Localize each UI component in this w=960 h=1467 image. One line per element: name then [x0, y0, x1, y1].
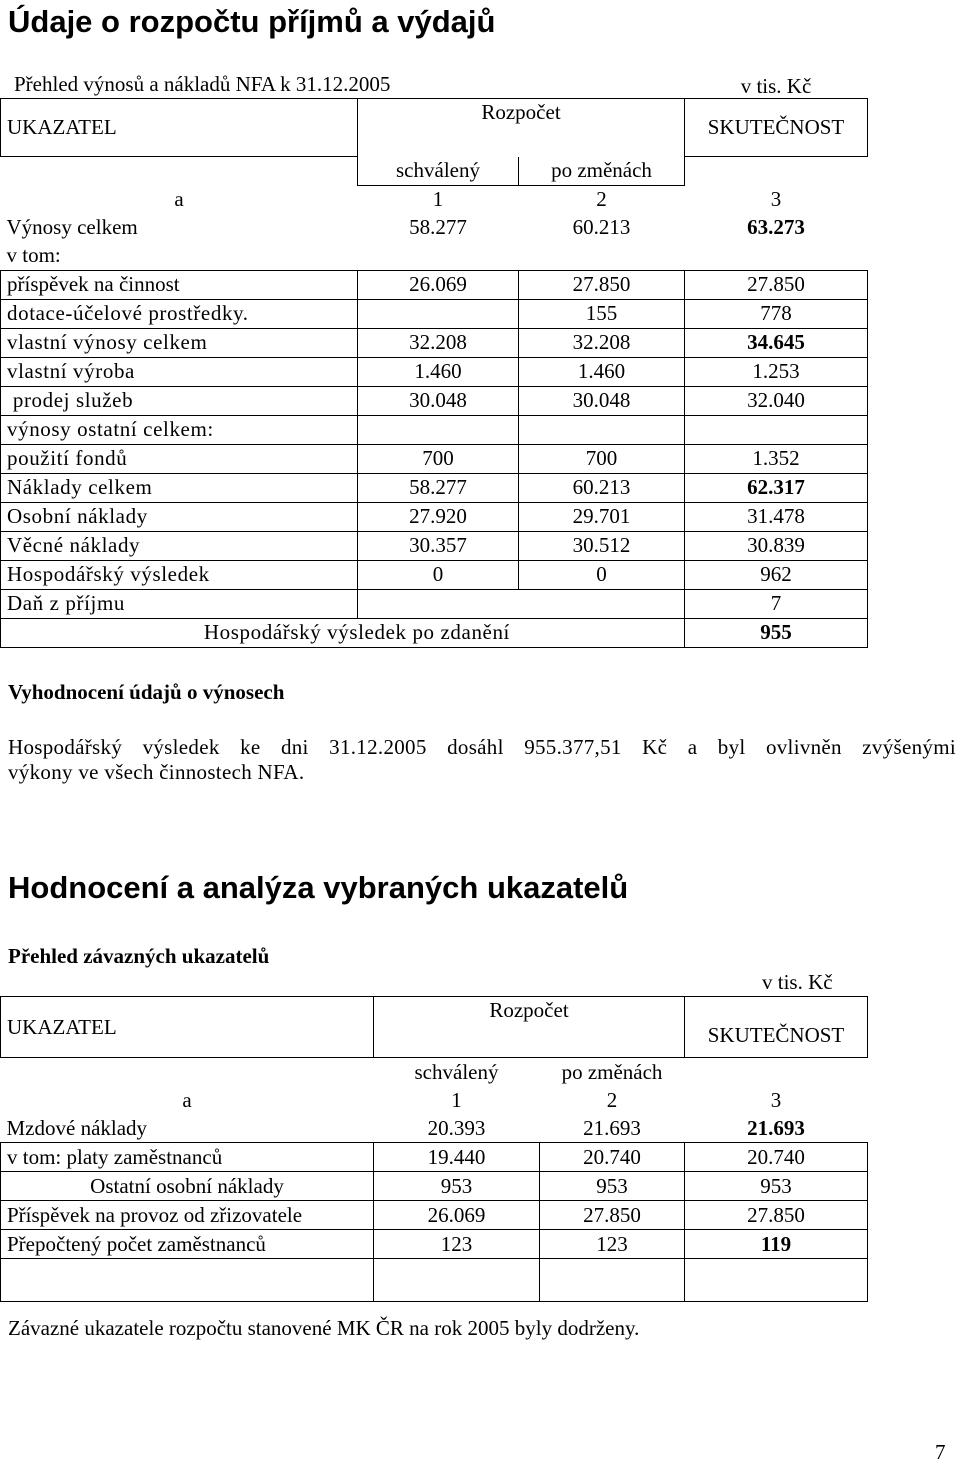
col-index-3: 3 [770, 1087, 782, 1112]
section2-caption: Přehled závazných ukazatelů [8, 944, 270, 968]
row-value: 20.740 [685, 1143, 868, 1172]
table-row [1, 560, 868, 589]
row-value: 19.440 [374, 1143, 540, 1172]
table-row [1, 1230, 868, 1259]
row-value: 30.512 [519, 531, 685, 560]
row-value: 123 [374, 1230, 540, 1259]
row-label: Mzdové náklady [6, 1115, 148, 1140]
table-row [1, 618, 868, 647]
row-value: 700 [519, 444, 685, 473]
table-row [1, 1201, 868, 1230]
row-value: 31.478 [685, 502, 868, 531]
table-row [1, 589, 868, 618]
row-value: 27.850 [685, 270, 868, 299]
row-value [540, 1259, 685, 1302]
col-header-po-zmenach: po změnách [519, 157, 685, 186]
table-row [1, 270, 868, 299]
row-value: 20.740 [540, 1143, 685, 1172]
table-row [1, 386, 868, 415]
table-row [1, 1172, 868, 1201]
row-label: Osobní náklady [1, 502, 358, 531]
row-label: Daň z příjmu [1, 589, 358, 618]
row-value: 29.701 [519, 502, 685, 531]
row-label: v tom: [6, 243, 61, 267]
row-value: 953 [540, 1172, 685, 1201]
row-value: 27.850 [685, 1201, 868, 1230]
col-header-skutecnost: SKUTEČNOST [685, 997, 868, 1058]
table-row [1, 502, 868, 531]
evaluation-heading: Vyhodnocení údajů o výnosech [8, 680, 285, 704]
row-label: výnosy ostatní celkem: [1, 415, 358, 444]
row-value: 30.839 [685, 531, 868, 560]
row-value: 1.460 [358, 357, 519, 386]
row-value: 26.069 [358, 270, 519, 299]
row-value: 119 [685, 1230, 868, 1259]
row-value: 26.069 [374, 1201, 540, 1230]
row-value [358, 299, 519, 328]
col-header-ukazatel: UKAZATEL [1, 997, 374, 1058]
col-header-rozpocet: Rozpočet [374, 997, 685, 1058]
table-header-row [1, 997, 868, 1058]
unit-label: v tis. Kč [740, 74, 812, 98]
row-label: dotace-účelové prostředky. [1, 299, 358, 328]
row-value [358, 415, 519, 444]
section2-note: Závazné ukazatele rozpočtu stanovené MK ČR na rok 2005 byly dodrženy. [8, 1316, 640, 1340]
row-label: Hospodářský výsledek po zdanění [1, 618, 685, 647]
table-row [1, 242, 868, 271]
row-value: 62.317 [685, 473, 868, 502]
row-value: 155 [519, 299, 685, 328]
row-value: 962 [685, 560, 868, 589]
row-label: použití fondů [1, 444, 358, 473]
table-row [1, 444, 868, 473]
row-value: 60.213 [572, 215, 631, 239]
row-value: 30.048 [519, 386, 685, 415]
binding-indicators-table [0, 996, 868, 1302]
table-header-row [1, 99, 868, 157]
table-index-row [1, 185, 868, 214]
row-label: Příspěvek na provoz od zřizovatele [1, 1201, 374, 1230]
row-value [374, 1259, 540, 1302]
row-value: 953 [685, 1172, 868, 1201]
row-value: 34.645 [685, 328, 868, 357]
row-value: 21.693 [747, 1115, 805, 1140]
row-label [1, 1259, 374, 1302]
col-header-schvaleny: schválený [358, 157, 519, 186]
row-value: 30.357 [358, 531, 519, 560]
row-value: 60.213 [519, 473, 685, 502]
row-label: příspěvek na činnost [1, 270, 358, 299]
row-label: vlastní výroba [1, 357, 358, 386]
table-row [1, 357, 868, 386]
page-number: 7 [935, 1440, 946, 1464]
row-value: 32.208 [358, 328, 519, 357]
col-header-schvaleny: schválený [414, 1059, 499, 1084]
evaluation-line: Hospodářský výsledek ke dni 31.12.2005 dosáhl 955.377,51 Kč a byl ovlivněn zvýšenými [8, 735, 956, 759]
row-label: prodej služeb [1, 386, 358, 415]
row-value: 123 [540, 1230, 685, 1259]
row-value: 58.277 [409, 215, 467, 239]
row-label: Ostatní osobní náklady [1, 1172, 374, 1201]
col-index-3: 3 [770, 186, 782, 211]
table-row [1, 1259, 868, 1302]
row-value: 1.253 [685, 357, 868, 386]
row-value: 21.693 [583, 1115, 641, 1140]
row-value [519, 242, 685, 271]
col-index-1: 1 [451, 1087, 462, 1112]
row-value: 32.208 [519, 328, 685, 357]
row-value: 1.460 [519, 357, 685, 386]
row-value: 1.352 [685, 444, 868, 473]
section2-unit-label: v tis. Kč [762, 970, 833, 994]
col-header-rozpocet: Rozpočet [358, 99, 685, 157]
row-value: 58.277 [358, 473, 519, 502]
row-label: v tom: platy zaměstnanců [1, 1143, 374, 1172]
row-value: 27.850 [540, 1201, 685, 1230]
row-value: 955 [685, 618, 868, 647]
row-value: 63.273 [747, 215, 805, 239]
row-label: Přepočtený počet zaměstnanců [1, 1230, 374, 1259]
col-index-a: a [182, 1087, 192, 1112]
row-value: 27.850 [519, 270, 685, 299]
table-row [1, 1114, 868, 1143]
row-label: Věcné náklady [1, 531, 358, 560]
row-label: vlastní výnosy celkem [1, 328, 358, 357]
col-header-skutecnost: SKUTEČNOST [685, 99, 868, 157]
row-value: 0 [358, 560, 519, 589]
row-value: 0 [519, 560, 685, 589]
table-header-row [1, 1058, 868, 1087]
table-index-row [1, 1086, 868, 1114]
row-value: 27.920 [358, 502, 519, 531]
section1-caption: Přehled výnosů a nákladů NFA k 31.12.2005 [14, 72, 391, 96]
row-value [358, 242, 519, 271]
section1-title: Údaje o rozpočtu příjmů a výdajů [8, 4, 496, 39]
row-value: 20.393 [427, 1115, 486, 1140]
row-value [685, 1259, 868, 1302]
row-value [519, 415, 685, 444]
row-label: Hospodářský výsledek [1, 560, 358, 589]
row-value: 953 [374, 1172, 540, 1201]
row-value [685, 415, 868, 444]
table-row [1, 328, 868, 357]
row-value: 32.040 [685, 386, 868, 415]
col-index-2: 2 [606, 1087, 618, 1112]
row-label: Výnosy celkem [6, 215, 138, 239]
table-row [1, 531, 868, 560]
col-header-po-zmenach: po změnách [561, 1059, 663, 1084]
table-row [1, 415, 868, 444]
col-index-a: a [174, 186, 184, 211]
table-row [1, 299, 868, 328]
row-label: Náklady celkem [1, 473, 358, 502]
table-row [1, 214, 868, 242]
row-value [685, 242, 868, 271]
col-index-2: 2 [596, 187, 607, 211]
section2-title: Hodnocení a analýza vybraných ukazatelů [8, 870, 629, 905]
row-value [358, 589, 685, 618]
row-value: 700 [358, 444, 519, 473]
table-row [1, 1143, 868, 1172]
row-value: 30.048 [358, 386, 519, 415]
col-index-1: 1 [432, 187, 444, 211]
col-header-ukazatel: UKAZATEL [1, 99, 358, 157]
row-value: 7 [685, 589, 868, 618]
evaluation-paragraph [8, 735, 956, 785]
table-header-row [1, 157, 868, 186]
evaluation-line: výkony ve všech činnostech NFA. [8, 760, 305, 784]
table-row [1, 473, 868, 502]
row-value: 778 [685, 299, 868, 328]
